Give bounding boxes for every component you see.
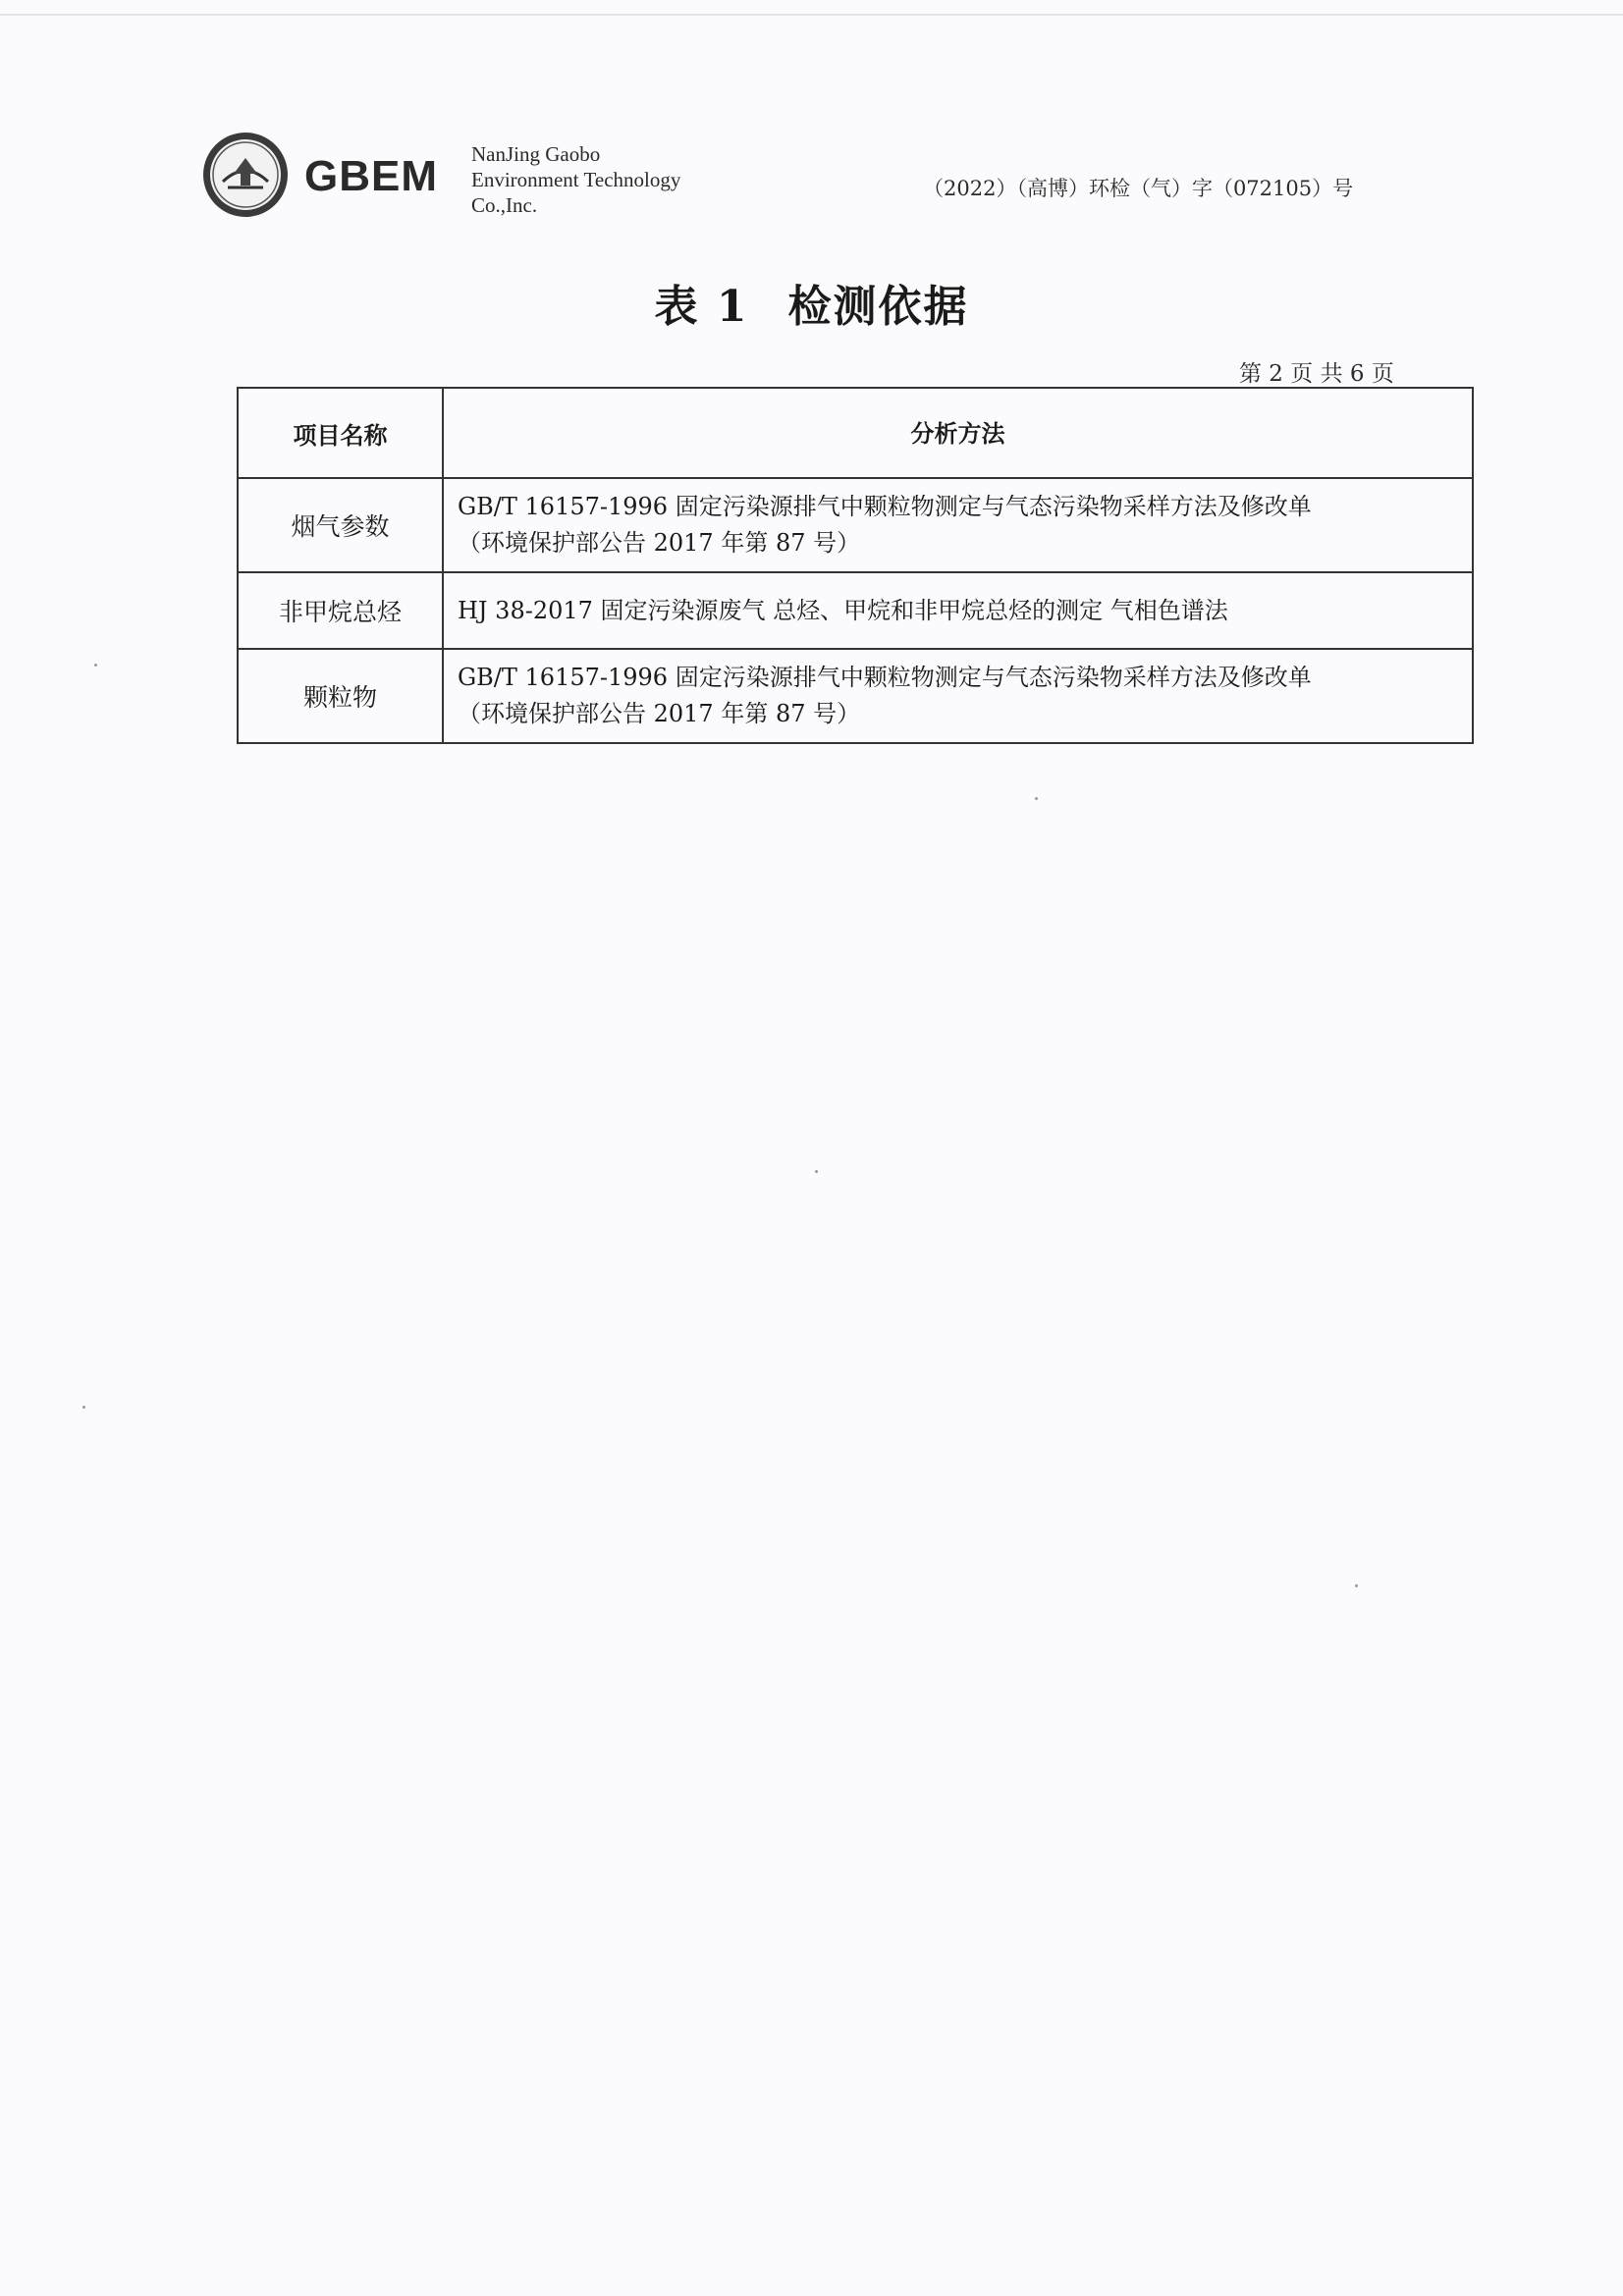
page-title	[0, 271, 1623, 334]
method-line: GB/T 16157-1996 固定污染源排气中颗粒物测定与气态污染物采样方法及修改单	[458, 493, 1312, 520]
scan-speck	[1035, 797, 1038, 800]
method-cell	[443, 572, 1473, 649]
method-cell	[443, 478, 1473, 572]
scan-speck	[94, 664, 97, 667]
item-name-cell: 颗粒物	[238, 649, 443, 743]
item-name-cell: 烟气参数	[238, 478, 443, 572]
company-line: Environment Technology	[471, 168, 681, 191]
table-row	[238, 478, 1473, 572]
test-basis-table	[237, 387, 1474, 744]
report-number: （2022）（高博）环检（气）字（072105）号	[923, 177, 1354, 200]
table-row	[238, 649, 1473, 743]
page-info: 第 2 页 共 6 页	[1239, 361, 1394, 387]
company-line: Co.,Inc.	[471, 193, 538, 217]
header-method: 分析方法	[443, 388, 1473, 478]
method-line: GB/T 16157-1996 固定污染源排气中颗粒物测定与气态污染物采样方法及修改单	[458, 664, 1312, 691]
scan-speck	[815, 1170, 818, 1173]
company-line: NanJing Gaobo	[471, 142, 601, 166]
company-name	[471, 141, 680, 218]
brand-name: GBEM	[304, 152, 438, 200]
table-row	[238, 572, 1473, 649]
item-name-cell: 非甲烷总烃	[238, 572, 443, 649]
table-header-row	[238, 388, 1473, 478]
title-text: 检测依据	[787, 282, 969, 332]
header-item-name: 项目名称	[238, 388, 443, 478]
scan-edge-line	[0, 14, 1623, 16]
method-line: （环境保护部公告 2017 年第 87 号）	[458, 529, 861, 557]
title-prefix: 表 1	[654, 282, 749, 332]
company-seal-logo-icon	[201, 131, 290, 219]
scan-speck	[82, 1406, 85, 1409]
method-cell	[443, 649, 1473, 743]
method-line: （环境保护部公告 2017 年第 87 号）	[458, 700, 861, 727]
scan-speck	[1355, 1584, 1358, 1587]
method-line: HJ 38-2017 固定污染源废气 总烃、甲烷和非甲烷总烃的测定 气相色谱法	[458, 596, 1228, 624]
